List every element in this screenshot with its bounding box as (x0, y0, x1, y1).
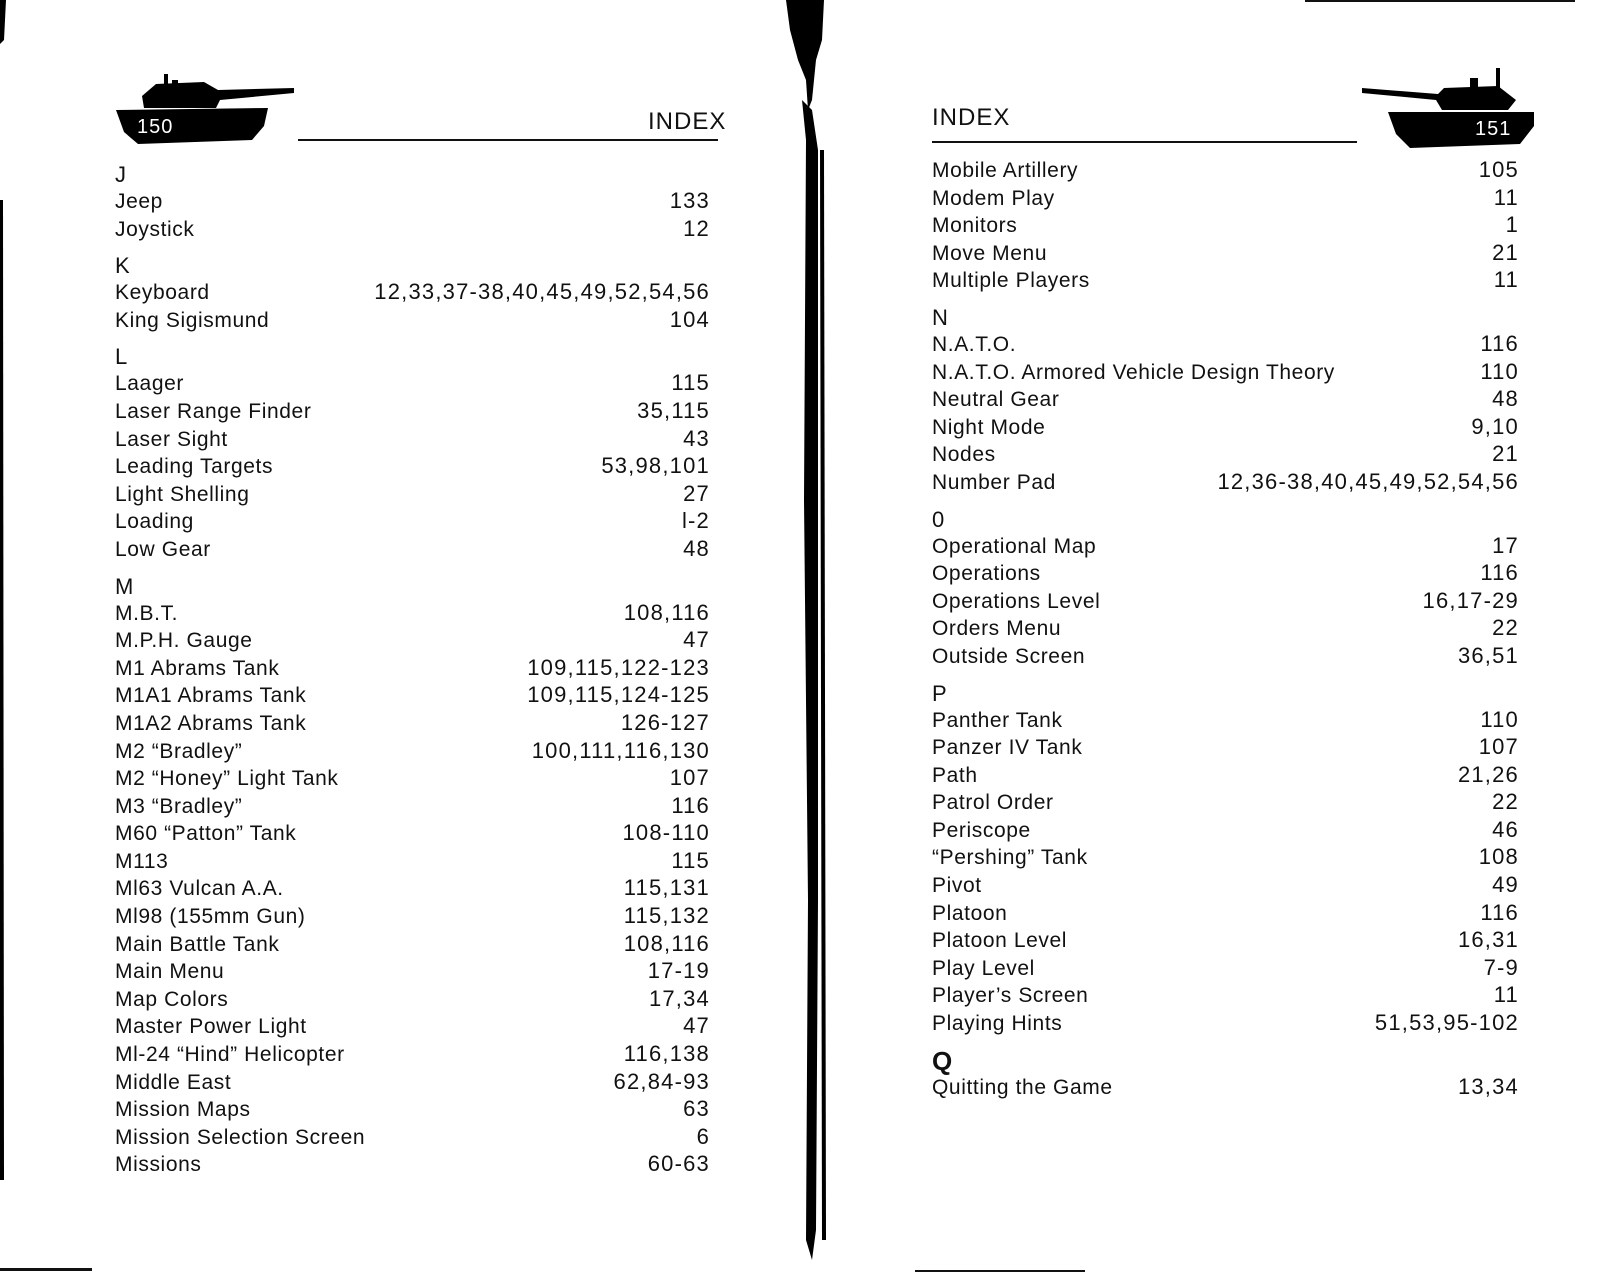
index-entry (115, 875, 710, 903)
index-term: Ml98 (155mm Gun) (115, 905, 306, 929)
index-term: Leading Targets (115, 455, 274, 479)
index-term: M.B.T. (115, 601, 179, 625)
index-term: Operational Map (932, 534, 1097, 558)
page-number: 151 (1475, 118, 1512, 140)
index-term: Pivot (932, 874, 982, 898)
index-pages: 115,131 (623, 875, 710, 901)
index-entry (115, 820, 710, 848)
index-pages: 108-110 (622, 820, 710, 846)
index-entry (115, 481, 710, 509)
index-entry (115, 931, 710, 959)
index-entry (115, 848, 710, 876)
index-entry (932, 1074, 1519, 1102)
section-letter: P (932, 680, 947, 706)
index-entry (932, 1010, 1519, 1038)
index-pages: 115 (671, 370, 710, 396)
index-term: Panzer IV Tank (932, 736, 1083, 760)
tank-icon (112, 68, 302, 152)
index-term: Middle East (115, 1070, 232, 1094)
bottom-edge-rule (915, 1270, 1085, 1272)
section-letter: Q (932, 1045, 953, 1076)
index-entries-left (115, 162, 710, 1179)
index-entry (932, 615, 1519, 643)
index-pages: 9,10 (1471, 413, 1519, 439)
index-pages: 110 (1480, 358, 1519, 384)
index-pages: 51,53,95-102 (1374, 1010, 1519, 1036)
index-term: M1 Abrams Tank (115, 656, 280, 680)
index-term: Platoon (932, 901, 1008, 925)
index-term: Multiple Players (932, 269, 1090, 293)
index-entry (932, 469, 1519, 497)
index-pages: 107 (669, 765, 710, 791)
index-entry (932, 900, 1519, 928)
page-number: 150 (137, 116, 174, 138)
index-term: Operations (932, 562, 1041, 586)
bottom-edge-rule (0, 1268, 92, 1271)
index-pages: 1 (1505, 212, 1519, 238)
index-entry (115, 1124, 710, 1152)
index-term: Monitors (932, 214, 1018, 238)
index-pages: 11 (1493, 184, 1519, 210)
index-entry (932, 331, 1519, 359)
index-pages: 108,116 (623, 930, 710, 956)
index-term: Missions (115, 1153, 202, 1177)
index-pages: 21 (1492, 239, 1519, 265)
index-entry (932, 185, 1519, 213)
index-pages: 48 (683, 535, 710, 561)
index-term: Mobile Artillery (932, 159, 1079, 182)
index-pages: 22 (1492, 789, 1519, 815)
index-entry (932, 533, 1519, 561)
index-term: M60 “Patton” Tank (115, 822, 297, 846)
book-spine-shadow (782, 0, 832, 1273)
index-term: Play Level (932, 956, 1035, 980)
index-entry (115, 627, 710, 655)
index-pages: 6 (696, 1123, 710, 1149)
index-term: Platoon Level (932, 929, 1068, 953)
index-pages: 116,138 (623, 1041, 710, 1067)
index-term: Operations Level (932, 589, 1101, 613)
right-page (800, 0, 1600, 1273)
header-rule (932, 141, 1357, 143)
index-term: M1A1 Abrams Tank (115, 684, 307, 708)
index-pages: 116 (1480, 560, 1519, 586)
index-term: Main Battle Tank (115, 932, 280, 956)
index-entry (932, 560, 1519, 588)
section-letter: 0 (932, 506, 945, 532)
index-entry (115, 655, 710, 683)
index-entry (932, 762, 1519, 790)
index-entry (115, 279, 710, 307)
index-term: Player’s Screen (932, 984, 1089, 1008)
index-term: Periscope (932, 818, 1031, 842)
page-header: INDEX (648, 108, 727, 135)
index-pages: 108,116 (623, 599, 710, 625)
index-entry (932, 734, 1519, 762)
index-entry (932, 707, 1519, 735)
section-letter: K (115, 253, 130, 279)
index-term: Keyboard (115, 281, 210, 305)
section-letter: N (932, 304, 948, 330)
index-pages: 116 (671, 792, 710, 818)
index-entry (932, 927, 1519, 955)
index-pages: 108 (1478, 844, 1519, 870)
index-term: Patrol Order (932, 791, 1054, 815)
index-term: Ml63 Vulcan A.A. (115, 877, 284, 901)
index-entry (932, 588, 1519, 616)
index-entry (115, 903, 710, 931)
index-entry (115, 958, 710, 986)
section-letter: J (115, 162, 126, 187)
index-pages: 60-63 (647, 1151, 710, 1177)
index-pages: 49 (1492, 872, 1519, 898)
index-term: Laser Range Finder (115, 399, 312, 423)
index-pages: 100,111,116,130 (531, 737, 710, 763)
index-entry (932, 359, 1519, 387)
index-term: M3 “Bradley” (115, 794, 243, 818)
index-entry (115, 600, 710, 628)
index-term: Jeep (115, 190, 163, 213)
index-term: N.A.T.O. Armored Vehicle Design Theory (932, 360, 1335, 384)
index-entry (115, 1041, 710, 1069)
index-pages: 116 (1480, 330, 1519, 356)
index-term: Laser Sight (115, 427, 228, 451)
index-pages: 7-9 (1483, 954, 1519, 980)
index-entry (932, 441, 1519, 469)
index-term: Main Menu (115, 960, 225, 984)
index-entry (115, 453, 710, 481)
index-term: M2 “Honey” Light Tank (115, 767, 339, 791)
index-term: Neutral Gear (932, 388, 1060, 412)
index-entry (115, 710, 710, 738)
index-pages: 12 (683, 215, 710, 241)
index-entry (115, 307, 710, 335)
top-edge-rule (1305, 0, 1575, 2)
index-pages: 63 (683, 1096, 710, 1122)
index-term: M2 “Bradley” (115, 739, 243, 763)
index-entry (115, 508, 710, 536)
index-pages: 17-19 (647, 958, 710, 984)
index-pages: 105 (1478, 157, 1519, 182)
index-entry (115, 1096, 710, 1124)
index-term: Loading (115, 510, 194, 534)
index-pages: 53,98,101 (601, 453, 710, 479)
index-term: Orders Menu (932, 617, 1062, 641)
index-entry (115, 1151, 710, 1179)
index-entry (932, 844, 1519, 872)
index-entry (932, 955, 1519, 983)
index-term: “Pershing” Tank (932, 846, 1088, 870)
index-entry (115, 682, 710, 710)
index-entry (932, 240, 1519, 268)
index-pages: 115 (671, 847, 710, 873)
index-term: Joystick (115, 217, 195, 241)
index-entry (115, 188, 710, 216)
index-entry (115, 1069, 710, 1097)
index-entry (932, 267, 1519, 295)
index-pages: 48 (1492, 386, 1519, 412)
index-pages: 47 (683, 627, 710, 653)
index-pages: 22 (1492, 615, 1519, 641)
index-pages: 126-127 (620, 709, 710, 735)
index-term: Move Menu (932, 241, 1048, 265)
index-entry (115, 370, 710, 398)
section-letter: M (115, 573, 134, 599)
index-entry (932, 817, 1519, 845)
index-term: N.A.T.O. (932, 332, 1017, 356)
index-term: Mission Maps (115, 1098, 251, 1122)
index-term: Night Mode (932, 415, 1046, 439)
index-term: Outside Screen (932, 644, 1086, 668)
index-pages: 116 (1480, 899, 1519, 925)
index-entries-right (932, 157, 1519, 1101)
index-pages: 17,34 (648, 985, 710, 1011)
index-entry (115, 1013, 710, 1041)
index-pages: 47 (683, 1013, 710, 1039)
index-pages: l-2 (681, 508, 710, 534)
index-pages: 107 (1478, 734, 1519, 760)
index-pages: 16,31 (1457, 927, 1519, 953)
index-term: Laager (115, 372, 184, 396)
index-entry (932, 643, 1519, 671)
index-entry (932, 789, 1519, 817)
section-letter: L (115, 344, 128, 370)
index-entry (932, 872, 1519, 900)
page-edge-shadow (0, 0, 10, 1273)
index-pages: 115,132 (623, 903, 710, 929)
index-term: Ml-24 “Hind” Helicopter (115, 1043, 345, 1067)
index-pages: 11 (1493, 982, 1519, 1008)
index-term: M1A2 Abrams Tank (115, 711, 307, 735)
index-pages: 110 (1480, 706, 1519, 732)
index-entry (115, 216, 710, 244)
index-term: Map Colors (115, 987, 229, 1011)
index-pages: 21,26 (1457, 761, 1519, 787)
index-term: Path (932, 763, 978, 787)
header-rule (298, 139, 718, 141)
index-term: Mission Selection Screen (115, 1125, 366, 1149)
index-term: Panther Tank (932, 708, 1063, 732)
index-term: King Sigismund (115, 308, 270, 332)
index-pages: 13,34 (1457, 1073, 1519, 1099)
index-pages: 11 (1493, 267, 1519, 293)
index-term: Master Power Light (115, 1015, 307, 1039)
index-pages: 62,84-93 (613, 1068, 710, 1094)
index-pages: 12,33,37-38,40,45,49,52,54,56 (374, 279, 710, 305)
index-pages: 36,51 (1457, 642, 1519, 668)
index-entry (115, 398, 710, 426)
index-entry (932, 386, 1519, 414)
index-pages: 17 (1492, 532, 1519, 558)
index-term: Nodes (932, 443, 996, 467)
index-term: Playing Hints (932, 1012, 1063, 1036)
index-entry (115, 426, 710, 454)
index-term: M113 (115, 849, 169, 873)
index-pages: 109,115,122-123 (527, 654, 710, 680)
index-pages: 46 (1492, 816, 1519, 842)
index-term: M.P.H. Gauge (115, 629, 253, 653)
index-term: Number Pad (932, 470, 1056, 494)
index-entry (115, 536, 710, 564)
index-pages: 27 (683, 480, 710, 506)
index-term: Modem Play (932, 186, 1055, 210)
index-entry (115, 793, 710, 821)
index-pages: 104 (669, 306, 710, 332)
index-entry (115, 765, 710, 793)
index-entry (932, 157, 1519, 185)
index-entry (932, 414, 1519, 442)
index-pages: 21 (1492, 441, 1519, 467)
index-term: Light Shelling (115, 482, 250, 506)
index-term: Low Gear (115, 537, 211, 561)
index-pages: 16,17-29 (1422, 587, 1519, 613)
index-pages: 12,36-38,40,45,49,52,54,56 (1217, 468, 1519, 494)
index-pages: 43 (683, 425, 710, 451)
index-entry (115, 986, 710, 1014)
index-pages: 35,115 (637, 397, 710, 423)
page-header: INDEX (932, 104, 1011, 131)
index-pages: 109,115,124-125 (527, 682, 710, 708)
index-entry (932, 212, 1519, 240)
index-term: Quitting the Game (932, 1075, 1113, 1099)
index-entry (115, 738, 710, 766)
index-entry (932, 982, 1519, 1010)
index-pages: 133 (669, 188, 710, 213)
